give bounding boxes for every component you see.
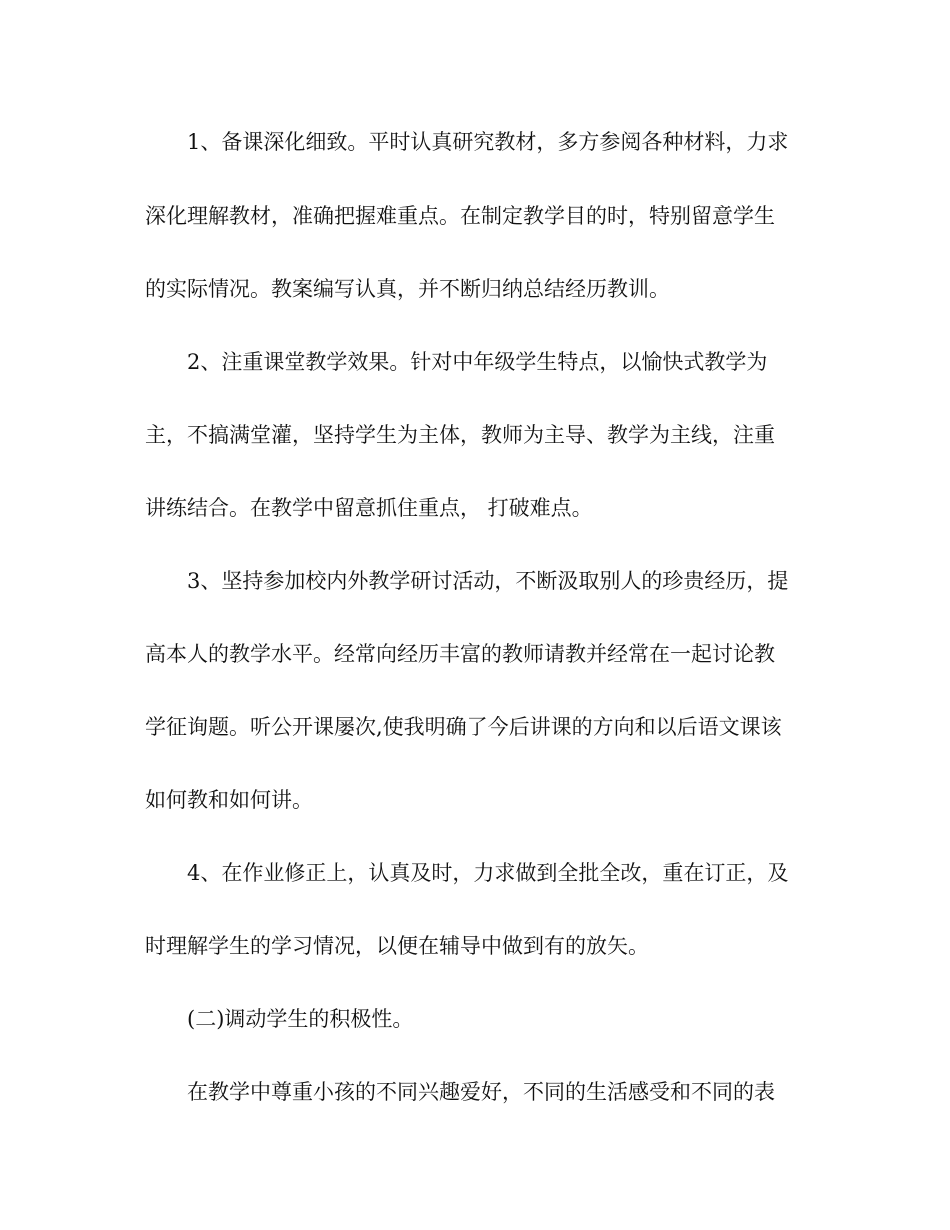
section-heading: (二)调动学生的积极性。 [187,1007,414,1031]
paragraph-5-line-1: 在教学中尊重小孩的不同兴趣爱好，不同的生活感受和不同的表 [187,1080,775,1104]
paragraph-3-line-2: 高本人的教学水平。经常向经历丰富的教师请教并经常在一起讨论教 [145,642,775,666]
paragraph-2-line-2: 主，不搞满堂灌，坚持学生为主体，教师为主导、教学为主线，注重 [145,423,775,447]
paragraph-3-line-4: 如何教和如何讲。 [145,788,313,812]
paragraph-1-line-2: 深化理解教材，准确把握难重点。在制定教学目的时，特别留意学生 [145,204,775,228]
paragraph-3-line-3: 学征询题。听公开课屡次,使我明确了今后讲课的方向和以后语文课该 [145,715,782,739]
paragraph-2-line-3: 讲练结合。在教学中留意抓住重点， 打破难点。 [145,496,593,520]
paragraph-2-line-1: 2、注重课堂教学效果。针对中年级学生特点，以愉快式教学为 [187,350,768,374]
paragraph-1-line-3: 的实际情况。教案编写认真，并不断归纳总结经历教训。 [145,277,670,301]
paragraph-1-line-1: 1、备课深化细致。平时认真研究教材，多方参阅各种材料，力求 [187,130,789,154]
paragraph-3-line-1: 3、坚持参加校内外教学研讨活动，不断汲取别人的珍贵经历，提 [187,569,789,593]
paragraph-4-line-2: 时理解学生的学习情况，以便在辅导中做到有的放矢。 [145,934,649,958]
paragraph-4-line-1: 4、在作业修正上，认真及时，力求做到全批全改，重在订正，及 [187,861,789,885]
